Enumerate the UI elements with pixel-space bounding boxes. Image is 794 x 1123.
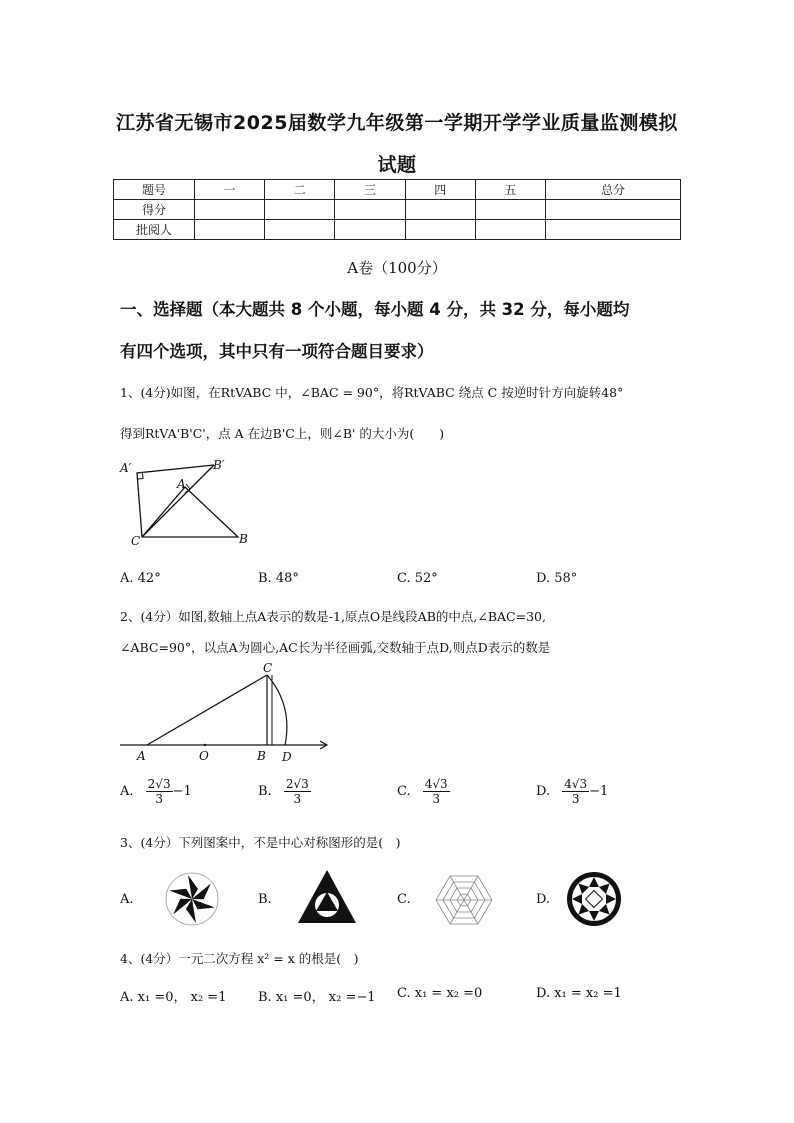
q3-triangle-figure[interactable] <box>296 868 358 926</box>
q2-option-tail: −1 <box>589 784 609 799</box>
q3-text: 3、(4分）下列图案中，不是中心对称图形的是( ) <box>120 835 401 850</box>
q4-text: 4、(4分）一元二次方程 x² = x 的根是( ) <box>120 951 359 966</box>
q1-option-d[interactable]: D. 58° <box>536 571 578 586</box>
score-table-header-cell: 三 <box>335 180 405 200</box>
score-cell[interactable] <box>195 200 265 220</box>
q1-text-line1: 1、(4分)如图，在RtVABC 中，∠BAC = 90°，将RtVABC 绕点 C 按逆时针方向旋转48° <box>120 385 624 400</box>
q1-label-a-prime: A′ <box>120 461 132 475</box>
score-cell[interactable] <box>335 200 405 220</box>
q2-option-fraction <box>146 777 173 806</box>
q3-ring-figure[interactable] <box>564 869 624 929</box>
q2-label-a: A <box>137 749 146 763</box>
q1-text-line2: 得到RtVA'B'C'，点 A 在边B'C上，则∠B' 的大小为( ) <box>120 426 445 441</box>
q3-option-b-letter[interactable]: B. <box>258 892 272 907</box>
q3-hexagon-web-figure[interactable] <box>432 870 496 930</box>
q2-option-letter: A. <box>120 784 134 799</box>
score-table-header-row <box>114 180 681 200</box>
q2-label-d: D <box>282 750 292 764</box>
q1-label-b: B <box>239 532 248 546</box>
fraction-numerator: 4√3 <box>564 777 588 791</box>
doc-title-line2: 试题 <box>377 154 417 176</box>
q1-option-a[interactable]: A. 42° <box>120 571 161 586</box>
fraction-denominator: 3 <box>432 792 441 806</box>
score-table-row <box>114 200 681 220</box>
q2-option-b[interactable] <box>258 777 311 806</box>
q4-option-b[interactable]: B. x₁ =0， x₂ =−1 <box>258 990 376 1005</box>
score-cell[interactable] <box>546 220 681 240</box>
q2-option-fraction <box>562 777 589 806</box>
score-table-row-label: 得分 <box>114 200 195 220</box>
q2-option-a[interactable] <box>120 777 192 806</box>
q2-option-d[interactable] <box>536 777 608 806</box>
score-table-header-cell: 一 <box>195 180 265 200</box>
q1-label-b-prime: B′ <box>213 458 225 472</box>
q3-option-d-letter[interactable]: D. <box>536 892 551 907</box>
score-table-header-cell: 四 <box>405 180 475 200</box>
q2-text-line2: ∠ABC=90°，以点A为圆心,AC长为半径画弧,交数轴于点D,则点D表示的数是 <box>120 640 551 655</box>
q1-option-c[interactable]: C. 52° <box>397 571 438 586</box>
fraction-numerator: 4√3 <box>424 777 448 791</box>
score-cell[interactable] <box>405 220 475 240</box>
score-table-row <box>114 220 681 240</box>
score-table-header-cell: 五 <box>475 180 545 200</box>
section1-heading-line1: 一、选择题（本大题共 8 个小题，每小题 4 分，共 32 分，每小题均 <box>120 300 630 319</box>
q1-figure <box>110 455 260 550</box>
q2-option-letter: D. <box>536 784 551 799</box>
score-table-header-cell: 二 <box>265 180 335 200</box>
score-table-header-cell: 总分 <box>546 180 681 200</box>
q1-option-b[interactable]: B. 48° <box>258 571 299 586</box>
score-cell[interactable] <box>265 220 335 240</box>
q2-label-c: C <box>263 661 273 675</box>
q1-segment-bprime-c <box>142 465 214 537</box>
q2-option-fraction <box>423 777 450 806</box>
q2-segment-ac <box>147 675 267 745</box>
q2-label-b: B <box>257 749 266 763</box>
score-table-header-cell: 题号 <box>114 180 195 200</box>
q3-pinwheel-figure[interactable] <box>164 871 220 927</box>
score-cell[interactable] <box>475 220 545 240</box>
q2-option-tail: −1 <box>172 784 192 799</box>
q4-option-c[interactable]: C. x₁ = x₂ =0 <box>397 986 483 1001</box>
score-cell[interactable] <box>265 200 335 220</box>
doc-title-line1: 江苏省无锡市2025届数学九年级第一学期开学学业质量监测模拟 <box>116 112 678 134</box>
q1-label-a: A <box>177 477 186 491</box>
fraction-denominator: 3 <box>571 792 580 806</box>
fraction-numerator: 2√3 <box>285 777 309 791</box>
q2-figure <box>115 660 335 765</box>
q3-option-a-letter[interactable]: A. <box>120 892 134 907</box>
q2-arc <box>267 675 287 745</box>
q3-option-c-letter[interactable]: C. <box>397 892 411 907</box>
score-table <box>113 179 681 240</box>
fraction-numerator: 2√3 <box>147 777 171 791</box>
fraction-denominator: 3 <box>293 792 302 806</box>
q2-option-letter: C. <box>397 784 411 799</box>
q2-text-line1: 2、(4分）如图,数轴上点A表示的数是-1,原点O是线段AB的中点,∠BAC=30, <box>120 609 546 624</box>
score-cell[interactable] <box>475 200 545 220</box>
q2-origin-point <box>204 744 206 746</box>
score-table-row-label: 批阅人 <box>114 220 195 240</box>
score-cell[interactable] <box>195 220 265 240</box>
q4-option-a[interactable]: A. x₁ =0， x₂ =1 <box>120 990 227 1005</box>
q2-option-letter: B. <box>258 784 272 799</box>
q2-label-o: O <box>199 749 209 763</box>
score-cell[interactable] <box>546 200 681 220</box>
fraction-denominator: 3 <box>155 792 163 806</box>
q2-option-c[interactable] <box>397 777 450 806</box>
q3-a-blades <box>168 875 216 923</box>
q1-label-c: C <box>131 534 141 548</box>
q4-option-d[interactable]: D. x₁ = x₂ =1 <box>536 986 622 1001</box>
section1-heading-line2: 有四个选项，其中只有一项符合题目要求） <box>120 342 434 361</box>
part-a-heading: A卷（100分） <box>347 259 447 277</box>
q2-option-fraction <box>284 777 311 806</box>
q3-c-web <box>436 876 492 924</box>
score-cell[interactable] <box>335 220 405 240</box>
score-cell[interactable] <box>405 200 475 220</box>
